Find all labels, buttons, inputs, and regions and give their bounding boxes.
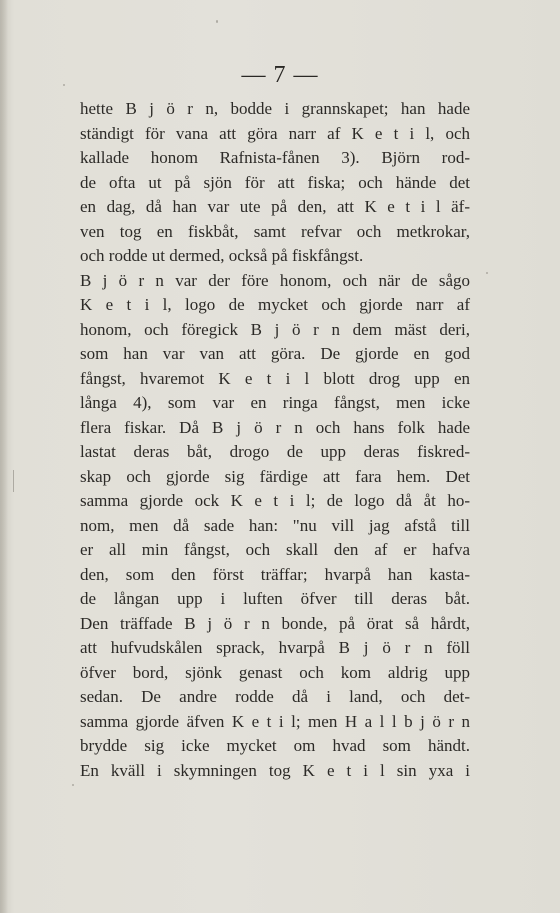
paper-speck [486,272,488,274]
text-line: En kväll i skymningen tog K e t i l sin yxa i [80,760,470,780]
paper-speck [63,84,65,86]
text-line: hette B j ö r n, bodde i grannskapet; han hade [80,99,470,118]
text-line: fångst, hvaremot K e t i l blott drog upp en [80,368,470,388]
page-text [80,97,470,783]
text-line: ven tog en fiskbåt, samt refvar och metkrokar, [80,221,470,241]
text-line: de långan upp i luften öfver till deras båt. [80,589,470,608]
text-line: samma gjorde ock K e t i l; de logo då åt ho- [80,491,470,510]
text-line: flera fiskar. Då B j ö r n och hans folk hade [80,417,470,437]
text-line: den, som den först träffar; hvarpå han kasta- [80,564,470,584]
text-line: nom, men då sade han: "nu vill jag afstå till [80,515,470,535]
text-line: långa 4), som var en ringa fångst, men icke [80,393,470,412]
text-line: lastat deras båt, drogo de upp deras fiskred- [80,442,470,461]
page-number: — 7 — [241,62,319,88]
paper-speck [72,784,74,786]
text-line: skap och gjorde sig färdige att fara hem. Det [80,466,470,486]
text-line: öfver bord, sjönk genast och kom aldrig upp [80,662,470,682]
text-line: honom, och föregick B j ö r n dem mäst deri, [80,319,470,339]
text-line: som han var van att göra. De gjorde en god [80,344,470,363]
text-line: och rodde ut dermed, också på fiskfångst. [80,246,364,265]
text-line: kallade honom Rafnista-fånen 3). Björn rod- [80,148,470,167]
text-line: B j ö r n var der före honom, och när de sågo [80,270,470,290]
text-line: sedan. De andre rodde då i land, och det- [80,687,470,706]
gutter-shadow [0,0,8,913]
text-line: Den träffade B j ö r n bonde, på örat så hårdt, [80,613,470,633]
text-line: en dag, då han var ute på den, att K e t i l äf- [80,197,470,216]
text-line: K e t i l, logo de mycket och gjorde narr af [80,295,470,314]
text-line: de ofta ut på sjön för att fiska; och hände det [80,172,470,192]
text-line: ständigt för vana att göra narr af K e t i l, och [80,123,470,143]
text-line: brydde sig icke mycket om hvad som händt. [80,736,470,755]
paper-speck [13,470,14,492]
paper-speck [216,20,218,23]
text-line: er all min fångst, och skall den af er hafva [80,540,470,559]
text-line: samma gjorde äfven K e t i l; men H a l l b j ö r n [80,711,470,731]
text-line: att hufvudskålen sprack, hvarpå B j ö r n föll [80,638,470,657]
